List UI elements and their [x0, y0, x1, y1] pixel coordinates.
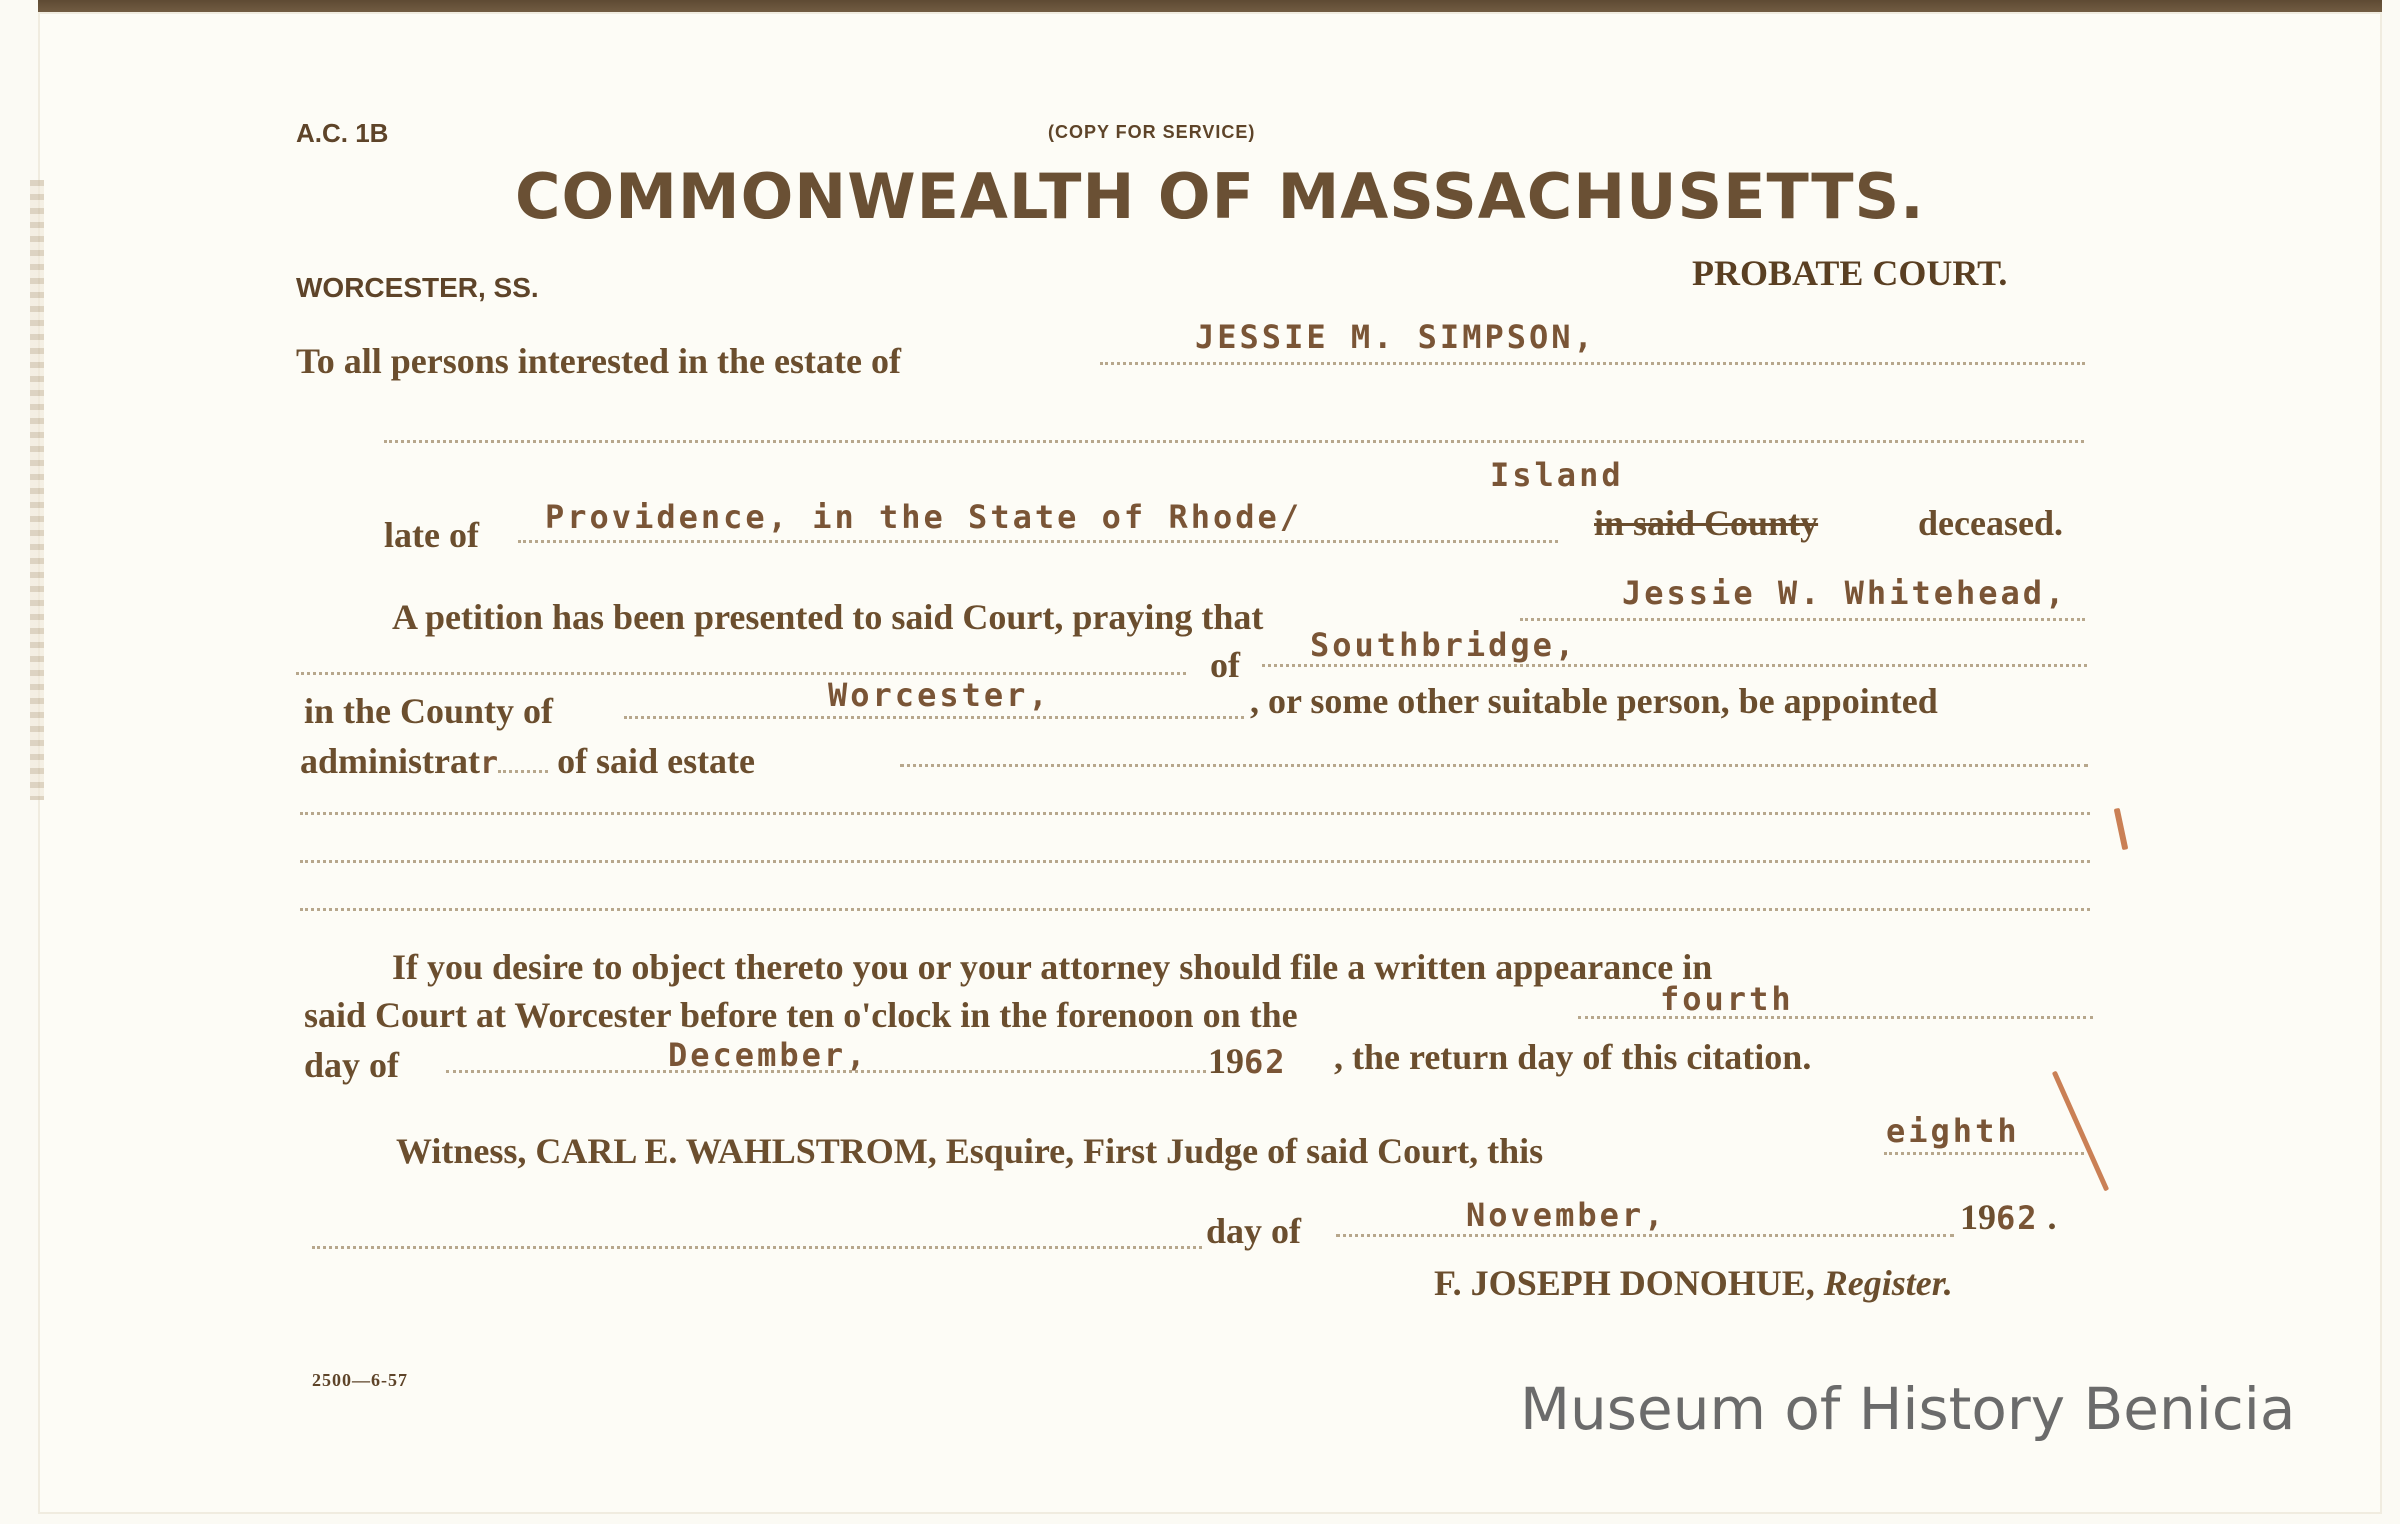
blank-line-2: [300, 860, 2090, 863]
estate-fill-1: [900, 764, 2088, 767]
administrator-line: [300, 740, 755, 782]
place-above: Island: [1490, 456, 1624, 494]
estate-intro: To all persons interested in the estate of: [296, 341, 901, 381]
county-label: WORCESTER, SS.: [296, 272, 539, 303]
blank-line-1: [300, 812, 2090, 815]
role-prefix: administrat: [300, 741, 480, 781]
struck-county: in said County: [1594, 503, 1819, 543]
residence-place: Providence, in the State of Rhode/: [545, 498, 1303, 536]
witness-year-prefix: 19: [1960, 1197, 1996, 1237]
day-of-label: day of: [304, 1045, 400, 1085]
paper-left-edge: [30, 180, 44, 800]
witness-month: November,: [1466, 1196, 1667, 1234]
petitioner-fill-line: [1520, 618, 2085, 621]
objection-line-2: said Court at Worcester before ten o'clock in the forenoon on the: [304, 995, 1298, 1035]
return-year-suffix: 62: [1244, 1043, 1287, 1081]
return-month: December,: [668, 1036, 869, 1074]
petitioner-county: Worcester,: [828, 676, 1051, 714]
witness-day-fill-line: [1884, 1152, 2084, 1155]
witness-year: [1960, 1196, 2057, 1238]
petition-line-1: A petition has been presented to said Court, praying that: [392, 597, 1264, 637]
register-name: F. JOSEPH DONOHUE,: [1434, 1263, 1815, 1303]
town-fill-line: [1262, 664, 2087, 667]
witness-day: eighth: [1886, 1112, 2020, 1150]
register-title: Register.: [1823, 1263, 1953, 1303]
objection-line-1: If you desire to object thereto you or your attorney should file a written appearance in: [392, 947, 1713, 987]
county-of-label: in the County of: [304, 691, 554, 731]
role-suffix: r: [480, 746, 499, 781]
witness-year-suffix: 62: [1996, 1199, 2039, 1237]
document-title: COMMONWEALTH OF MASSACHUSETTS.: [515, 160, 1925, 233]
return-year: [1208, 1040, 1287, 1082]
blank-line-3: [300, 908, 2090, 911]
return-day-fill-line: [1578, 1016, 2093, 1019]
petition-blank-line: [296, 672, 1186, 675]
court-name: PROBATE COURT.: [1692, 253, 2008, 293]
objection-line-3: , the return day of this citation.: [1334, 1037, 1812, 1077]
residence-fill-line: [518, 540, 1558, 543]
role-rest: of said estate: [557, 741, 756, 781]
museum-watermark: Museum of History Benicia: [1520, 1375, 2296, 1443]
register-signature: [1434, 1262, 1953, 1304]
petitioner-town: Southbridge,: [1310, 626, 1578, 664]
petition-line-3: , or some other suitable person, be appointed: [1250, 681, 1938, 721]
late-of-label: late of: [384, 515, 479, 555]
estate-fill-line: [1100, 362, 2085, 365]
witness-month-fill-line: [1336, 1234, 1954, 1237]
return-year-prefix: 19: [1208, 1041, 1244, 1081]
petitioner-name: Jessie W. Whitehead,: [1622, 574, 2068, 612]
copy-note: (COPY FOR SERVICE): [1048, 122, 1256, 142]
estate-continuation-line: [384, 440, 2084, 443]
decedent-name: JESSIE M. SIMPSON,: [1195, 318, 1596, 356]
county-fill-line: [624, 716, 1244, 719]
witness-period: .: [2047, 1197, 2057, 1237]
witness-line-1: Witness, CARL E. WAHLSTROM, Esquire, First Judge of said Court, this: [396, 1131, 1544, 1171]
form-code: A.C. 1B: [296, 118, 389, 148]
witness-blank-line: [312, 1246, 1202, 1249]
print-code: 2500—6-57: [312, 1370, 408, 1390]
deceased-label: deceased.: [1918, 503, 2063, 543]
of-label: of: [1210, 645, 1240, 685]
return-day: fourth: [1660, 980, 1794, 1018]
witness-day-of-label: day of: [1206, 1211, 1302, 1251]
